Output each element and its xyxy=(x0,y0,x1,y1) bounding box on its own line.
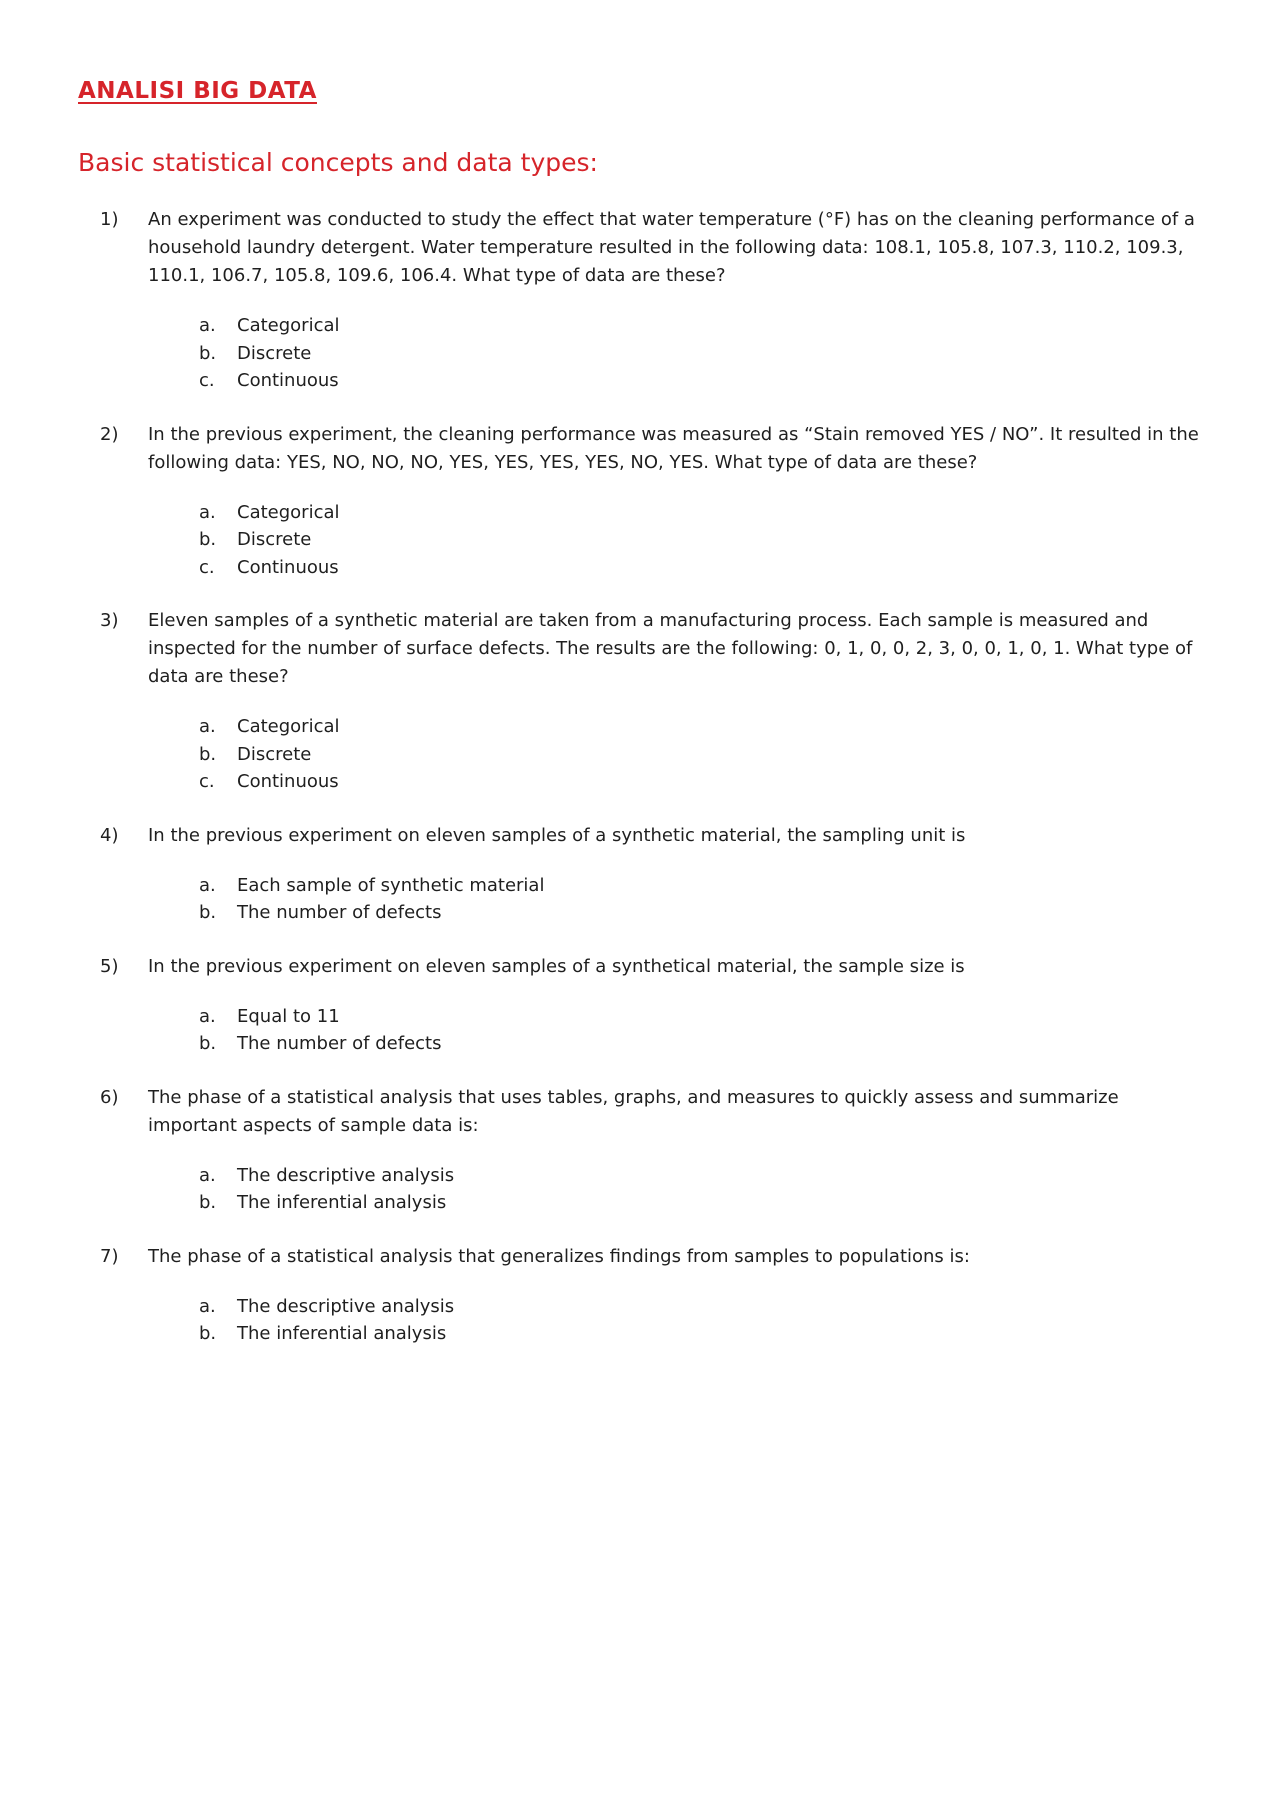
option-text: The number of defects xyxy=(237,1033,442,1054)
option-text: The number of defects xyxy=(237,902,442,923)
question-1 xyxy=(100,206,1210,395)
option-letter: b. xyxy=(199,902,217,923)
option-text: Discrete xyxy=(237,529,312,550)
question-text: Eleven samples of a synthetic material are taken from a manufacturing process. Each sample is measured and inspected for the number of surface defects. The results are the following: 0, 1, 0, 0, 2, 3, 0, 0, 1, 0, 1. What type of data are these? xyxy=(148,610,1193,687)
option-letter: c. xyxy=(199,771,215,792)
option-list xyxy=(148,1003,1210,1058)
option-a xyxy=(199,872,1210,900)
option-b xyxy=(199,899,1210,927)
option-a xyxy=(199,1003,1210,1031)
question-text: An experiment was conducted to study the effect that water temperature (°F) has on the cleaning performance of a household laundry detergent. Water temperature resulted in the following data: 108.1, 105.8, 107.3, 110.2, 109.3, 110.1, 106.7, 105.8, 109.6, 106.4. What type of data are these? xyxy=(148,209,1195,286)
option-letter: a. xyxy=(199,1005,216,1027)
option-text: The inferential analysis xyxy=(237,1323,447,1344)
option-list xyxy=(148,312,1210,395)
option-text: The descriptive analysis xyxy=(237,1164,455,1186)
option-list xyxy=(148,713,1210,796)
option-text: Categorical xyxy=(237,716,340,737)
option-b xyxy=(199,340,1210,368)
option-c xyxy=(199,554,1210,582)
question-number: 6) xyxy=(100,1086,119,1108)
option-letter: b. xyxy=(199,743,217,765)
option-text: Categorical xyxy=(237,501,340,523)
question-number: 3) xyxy=(100,610,119,631)
question-number: 1) xyxy=(100,209,119,230)
option-b xyxy=(199,1320,1210,1348)
option-text: Continuous xyxy=(237,771,339,792)
question-2 xyxy=(100,421,1210,582)
option-c xyxy=(199,367,1210,395)
option-a xyxy=(199,713,1210,741)
option-text: Each sample of synthetic material xyxy=(237,874,545,896)
option-a xyxy=(199,1162,1210,1190)
option-list xyxy=(148,872,1210,927)
option-text: The inferential analysis xyxy=(237,1192,447,1213)
question-4 xyxy=(100,822,1210,927)
question-list xyxy=(100,206,1210,1348)
option-letter: a. xyxy=(199,1164,216,1186)
option-b xyxy=(199,1030,1210,1058)
option-text: Continuous xyxy=(237,556,339,578)
question-number: 4) xyxy=(100,824,119,846)
question-text: In the previous experiment on eleven samples of a synthetical material, the sample size is xyxy=(148,955,965,977)
option-list xyxy=(148,1162,1210,1217)
document-title: ANALISI BIG DATA xyxy=(78,78,317,104)
option-letter: b. xyxy=(199,342,217,364)
option-letter: c. xyxy=(199,370,215,391)
option-letter: a. xyxy=(199,501,216,523)
question-5 xyxy=(100,953,1210,1058)
option-b xyxy=(199,1189,1210,1217)
question-text: The phase of a statistical analysis that uses tables, graphs, and measures to quickly assess and summarize important aspects of sample data is: xyxy=(148,1086,1119,1136)
option-a xyxy=(199,312,1210,340)
option-c xyxy=(199,768,1210,796)
option-letter: b. xyxy=(199,1192,217,1213)
question-number: 2) xyxy=(100,423,119,445)
option-letter: a. xyxy=(199,315,216,336)
question-text: The phase of a statistical analysis that generalizes findings from samples to populations is: xyxy=(148,1245,970,1267)
option-b xyxy=(199,741,1210,769)
option-text: Equal to 11 xyxy=(237,1005,340,1027)
option-text: Discrete xyxy=(237,342,312,364)
question-3 xyxy=(100,607,1210,796)
option-letter: a. xyxy=(199,716,216,737)
option-text: The descriptive analysis xyxy=(237,1295,455,1317)
question-6 xyxy=(100,1084,1210,1217)
section-heading: Basic statistical concepts and data types: xyxy=(78,148,598,177)
question-number: 5) xyxy=(100,955,119,977)
question-7 xyxy=(100,1243,1210,1348)
option-letter: c. xyxy=(199,556,215,578)
question-text: In the previous experiment on eleven samples of a synthetic material, the sampling unit is xyxy=(148,824,966,846)
option-b xyxy=(199,526,1210,554)
option-text: Discrete xyxy=(237,743,312,765)
option-list xyxy=(148,499,1210,582)
option-letter: b. xyxy=(199,529,217,550)
option-letter: b. xyxy=(199,1033,217,1054)
option-text: Categorical xyxy=(237,315,340,336)
option-list xyxy=(148,1293,1210,1348)
question-number: 7) xyxy=(100,1245,119,1267)
option-letter: a. xyxy=(199,1295,216,1317)
option-letter: a. xyxy=(199,874,216,896)
option-a xyxy=(199,1293,1210,1321)
option-text: Continuous xyxy=(237,370,339,391)
option-letter: b. xyxy=(199,1323,217,1344)
question-text: In the previous experiment, the cleaning performance was measured as “Stain removed YES / NO”. It resulted in the following data: YES, NO, NO, NO, YES, YES, YES, YES, NO, YES. What type of data are these? xyxy=(148,423,1199,473)
option-a xyxy=(199,499,1210,527)
